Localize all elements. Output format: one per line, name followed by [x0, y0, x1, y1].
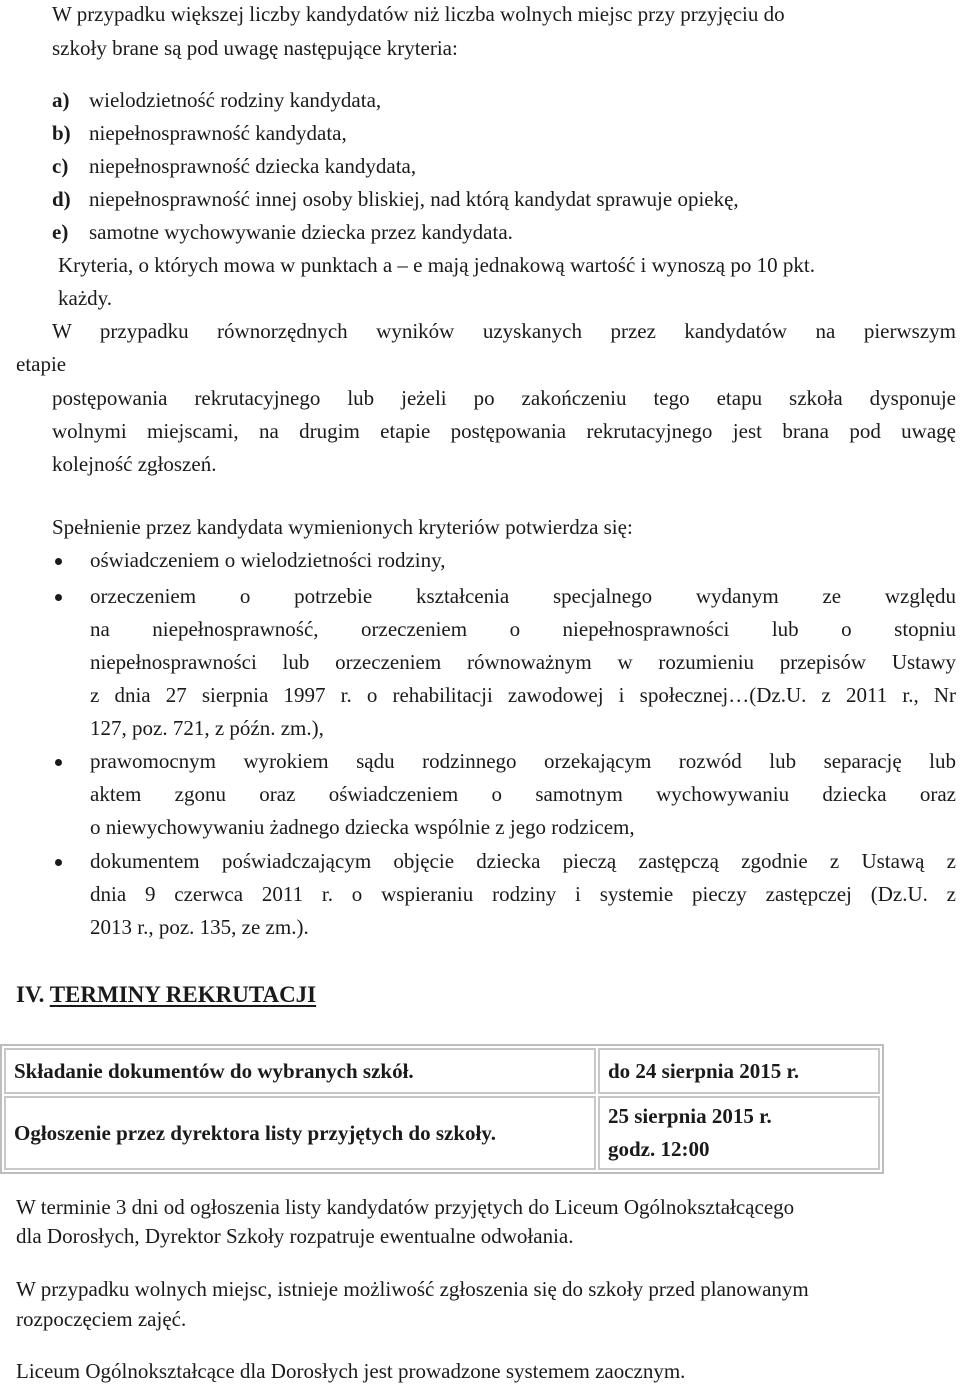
intro-line-2: szkoły brane są pod uwagę następujące kryteria:: [52, 36, 458, 60]
free-places-line-1: W przypadku wolnych miejsc, istnieje możliwość zgłoszenia się do szkoły przed planowanym: [16, 1277, 809, 1301]
section-number: IV.: [16, 982, 45, 1007]
terms-table: [0, 1044, 884, 1174]
criteria-text: samotne wychowywanie dziecka przez kandydata.: [89, 220, 513, 244]
criteria-label: a): [52, 88, 70, 112]
criteria-text: wielodzietność rodziny kandydata,: [89, 88, 382, 112]
criteria-label: d): [52, 187, 71, 211]
criteria-item: [52, 220, 513, 244]
intro-line-1: W przypadku większej liczby kandydatów niż liczba wolnych miejsc przy przyjęciu do: [52, 2, 785, 26]
equal-results-line-5: kolejność zgłoszeń.: [52, 452, 217, 476]
bullet-line: aktem zgonu oraz oświadczeniem o samotnym wychowywaniu dziecka oraz: [90, 782, 956, 806]
criteria-item: [52, 121, 347, 145]
section-title: TERMINY REKRUTACJI: [49, 982, 317, 1007]
criteria-note-line-1: Kryteria, o których mowa w punktach a – e mają jednakową wartość i wynoszą po 10 pkt.: [58, 253, 815, 277]
table-cell-event: Ogłoszenie przez dyrektora listy przyjętych do szkoły.: [4, 1096, 596, 1170]
bullet-line: prawomocnym wyrokiem sądu rodzinnego orzekającym rozwód lub separację lub: [90, 749, 956, 773]
table-cell-date: [598, 1048, 880, 1094]
bullet-line: na niepełnosprawność, orzeczeniem o niepełnosprawności lub o stopniu: [90, 617, 956, 641]
criteria-text: niepełnosprawność kandydata,: [89, 121, 347, 145]
bullet-line: dokumentem poświadczającym objęcie dziecka pieczą zastępczą zgodnie z Ustawą z: [90, 849, 956, 873]
appeals-line-1: W terminie 3 dni od ogłoszenia listy kandydatów przyjętych do Liceum Ogólnokształcącego: [16, 1195, 795, 1219]
bullet-icon: [55, 859, 62, 866]
criteria-label: c): [52, 154, 69, 178]
criteria-text: niepełnosprawność innej osoby bliskiej, nad którą kandydat sprawuje opiekę,: [89, 187, 739, 211]
equal-results-line-3: postępowania rekrutacyjnego lub jeżeli po zakończeniu tego etapu szkoła dysponuje: [52, 386, 956, 410]
bullet-line: o niewychowywaniu żadnego dziecka wspólnie z jego rodzicem,: [90, 815, 635, 839]
criteria-text: niepełnosprawność dziecka kandydata,: [89, 154, 417, 178]
bullet-icon: [55, 594, 62, 601]
bullet-line: niepełnosprawności lub orzeczeniem równoważnym w rozumieniu przepisów Ustawy: [90, 650, 956, 674]
bullet-line: 2013 r., poz. 135, ze zm.).: [90, 915, 309, 939]
date-line: godz. 12:00: [608, 1137, 710, 1161]
free-places-line-2: rozpoczęciem zajęć.: [16, 1307, 187, 1331]
criteria-item: [52, 187, 739, 211]
table-cell-date: [598, 1096, 880, 1170]
criteria-item: [52, 88, 382, 112]
confirmation-lead: Spełnienie przez kandydata wymienionych kryteriów potwierdza się:: [52, 515, 633, 539]
bullet-line: z dnia 27 sierpnia 1997 r. o rehabilitacji zawodowej i społecznej…(Dz.U. z 2011 r., Nr: [90, 683, 956, 707]
date-line: 25 sierpnia 2015 r.: [608, 1104, 772, 1128]
bullet-line: 127, poz. 721, z późn. zm.),: [90, 716, 324, 740]
bullet-icon: [55, 759, 62, 766]
bullet-icon: [55, 558, 62, 565]
appeals-line-2: dla Dorosłych, Dyrektor Szkoły rozpatruje ewentualne odwołania.: [16, 1224, 574, 1248]
criteria-note-line-2: każdy.: [58, 286, 113, 310]
criteria-label: b): [52, 121, 71, 145]
equal-results-line-2: etapie: [16, 352, 67, 376]
section-heading: [16, 983, 316, 1006]
equal-results-line-1: W przypadku równorzędnych wyników uzyskanych przez kandydatów na pierwszym: [52, 319, 956, 343]
bullet-line: orzeczeniem o potrzebie kształcenia specjalnego wydanym ze względu: [90, 584, 956, 608]
bullet-line: oświadczeniem o wielodzietności rodziny,: [90, 548, 446, 572]
criteria-label: e): [52, 220, 69, 244]
equal-results-line-4: wolnymi miejscami, na drugim etapie postępowania rekrutacyjnego jest brana pod uwagę: [52, 419, 956, 443]
bullet-line: dnia 9 czerwca 2011 r. o wspieraniu rodziny i systemie pieczy zastępczej (Dz.U. z: [90, 882, 956, 906]
table-cell-event: Składanie dokumentów do wybranych szkół.: [4, 1048, 596, 1094]
criteria-item: [52, 154, 417, 178]
table-row: [4, 1048, 880, 1094]
system-note: Liceum Ogólnokształcące dla Dorosłych jest prowadzone systemem zaocznym.: [16, 1359, 686, 1383]
date-line: do 24 sierpnia 2015 r.: [608, 1058, 800, 1083]
table-row: [4, 1096, 880, 1170]
